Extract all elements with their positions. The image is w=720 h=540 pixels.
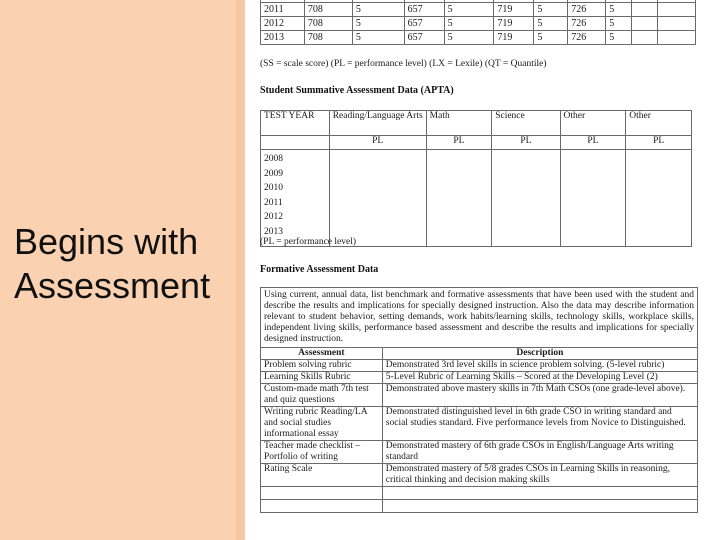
year-label: 2012 [264,212,283,222]
table-row: Custom-made math 7th test and quiz questions Demonstrated above mastery skills in 7th Math CSOs (one grade-level above). [261,384,698,407]
pl-label: PL [560,136,626,150]
assessment-header: Assessment [261,348,383,360]
year-label: 2008 [264,154,283,164]
score-legend-note: (SS = scale score) (PL = performance level) (LX = Lexile) (QT = Quantile) [260,59,547,69]
table-row: 2011 708 5 657 5 719 5 726 5 [261,3,696,17]
slide-title-line-2: Assessment [14,265,211,306]
slide-title [14,220,242,308]
formative-heading: Formative Assessment Data [260,264,379,275]
year-label: 2010 [264,183,283,193]
pl-label: PL [426,136,492,150]
table-row [261,136,692,150]
slide-title-line-1: Begins with [14,221,199,262]
pl-note: (PL = performance level) [260,237,357,247]
table-row: Learning Skills Rubric 5-Level Rubric of Learning Skills – Scored at the Developing Level (2) [261,372,698,384]
table-row: Problem solving rubric Demonstrated 3rd level skills in science problem solving. (5-level rubric) [261,360,698,372]
test-year-header: TEST YEAR [261,111,330,136]
table-row: 2013 708 5 657 5 719 5 726 5 [261,31,696,45]
table-row [261,150,692,247]
document-image [248,0,720,540]
year-label: 2011 [264,197,283,208]
formative-intro: Using current, annual data, list benchmark and formative assessments that have been used with the student and describe the results and implications for specially designed instruction. Also the data may describe information relevant to student behavior, setting demands, work habits/learning skills, technology skills, workplace skills, independent living skills, performance based assessment and describe the results and implications for specially designed instruction. [261,288,698,348]
pl-label: PL [329,136,426,150]
table-row [261,288,698,348]
table-row [261,487,698,500]
left-title-panel [0,0,245,540]
column-header: Science [492,111,560,136]
year-label: 2009 [264,168,283,179]
column-header: Other [626,111,692,136]
table-row: Writing rubric Reading/LA and social studies informational essay Demonstrated distinguished level in 6th grade CSO in writing standard and social studies standard. Five performance levels from Novice to Distinguished. [261,407,698,441]
column-header: Reading/Language Arts [329,111,426,136]
year-list [261,150,330,247]
apta-heading: Student Summative Assessment Data (APTA) [260,85,454,96]
column-header: Math [426,111,492,136]
table-row [261,111,692,136]
table-row [261,348,698,360]
formative-table [260,287,698,513]
column-header: Other [560,111,626,136]
apta-table [260,110,692,247]
scale-score-table [260,0,696,45]
pl-label: PL [626,136,692,150]
table-row: Teacher made checklist – Portfolio of writing Demonstrated mastery of 6th grade CSOs in English/Language Arts writing standard [261,441,698,464]
table-row: Rating Scale Demonstrated mastery of 5/8 grades CSOs in Learning Skills in reasoning, critical thinking and decision making skills [261,464,698,487]
pl-label: PL [492,136,560,150]
table-row: 2012 708 5 657 5 719 5 726 5 [261,17,696,31]
description-header: Description [382,348,697,360]
year-label: 2013 [264,226,283,237]
table-row [261,500,698,513]
